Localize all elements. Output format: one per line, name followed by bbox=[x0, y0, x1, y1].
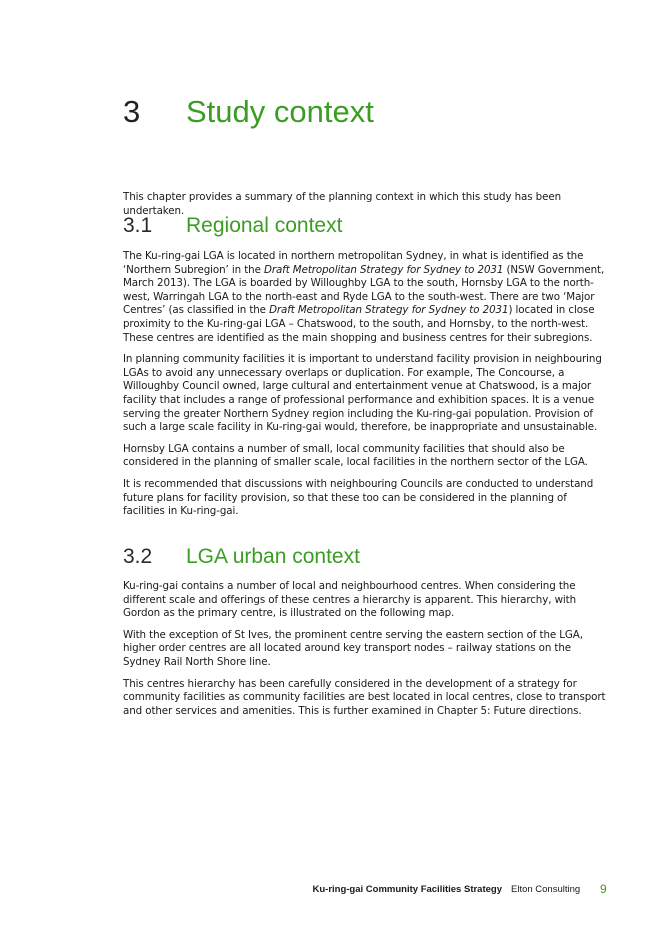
section-title: Regional context bbox=[186, 214, 343, 237]
chapter-intro: This chapter provides a summary of the planning context in which this study has been undertaken. bbox=[123, 191, 562, 217]
paragraph-text: (NSW Government, March 2013). The LGA is boarded by Willoughby LGA to the south, Hornsby LGA to the north-west, Warringah LGA to the north-east and Ryde LGA to the south-west. There are two ‘Major Centres’ (as classified in the bbox=[123, 263, 605, 317]
chapter-heading bbox=[123, 92, 374, 132]
paragraph: In planning community facilities it is important to understand facility provision in neighbouring LGAs to avoid any unnecessary overlaps or duplication. For example, The Concourse, a Willoughby Council owned, large cultural and entertainment venue at Chatswood, is a major facility that includes a range of professional performance and exhibition spaces. It is a venue serving the greater Northern Sydney region including the Ku-ring-gai population. Provision of such a large scale facility in Ku-ring-gai would, therefore, be inappropriate and unsustainable. bbox=[123, 353, 602, 434]
paragraph bbox=[123, 250, 611, 345]
document-title-reference: Draft Metropolitan Strategy for Sydney to 2031 bbox=[264, 263, 504, 276]
page-number: 9 bbox=[600, 882, 607, 896]
section-number: 3.2 bbox=[123, 545, 153, 568]
paragraph-text: The Ku-ring-gai LGA is located in northern metropolitan Sydney, in what is identified as the ‘Northern Subregion’ in the bbox=[123, 250, 584, 276]
footer-document-title: Ku-ring-gai Community Facilities Strategy bbox=[312, 884, 502, 895]
section-body-regional-context bbox=[123, 250, 611, 527]
footer-organisation: Elton Consulting bbox=[511, 884, 581, 895]
paragraph: It is recommended that discussions with neighbouring Councils are conducted to understand future plans for facility provision, so that these too can be considered in the planning of facilities in Ku-ring-gai. bbox=[123, 477, 594, 518]
section-number: 3.1 bbox=[123, 214, 153, 237]
paragraph-text: ) located in close proximity to the Ku-ring-gai LGA – Chatswood, to the south, and Hornsby, to the north-west. These centres are identified as the main shopping and business centres for their subregions. bbox=[123, 304, 595, 344]
section-heading-regional-context bbox=[123, 212, 342, 240]
section-heading-lga-urban-context bbox=[123, 543, 360, 571]
section-title: LGA urban context bbox=[186, 545, 360, 568]
paragraph: Ku-ring-gai contains a number of local and neighbourhood centres. When considering the different scale and offerings of these centres a hierarchy is apparent. This hierarchy, with Gordon as the primary centre, is illustrated on the following map. bbox=[123, 580, 577, 620]
chapter-title: Study context bbox=[186, 94, 374, 129]
section-body-lga-urban-context bbox=[123, 580, 611, 726]
paragraph: With the exception of St Ives, the prominent centre serving the eastern section of the LGA, higher order centres are all located around key transport nodes – railway stations on the Sydney Rail North Shore line. bbox=[123, 628, 583, 668]
page-footer bbox=[0, 882, 656, 898]
paragraph: Hornsby LGA contains a number of small, local community facilities that should also be considered in the planning of smaller scale, local facilities in the northern sector of the LGA. bbox=[123, 442, 588, 469]
document-title-reference: Draft Metropolitan Strategy for Sydney to 2031 bbox=[269, 304, 509, 317]
paragraph: This centres hierarchy has been carefully considered in the development of a strategy for community facilities as community facilities are best located in local centres, close to transport and other services and amenities. This is further examined in Chapter 5: Future directions. bbox=[123, 677, 606, 717]
chapter-number: 3 bbox=[123, 94, 141, 129]
